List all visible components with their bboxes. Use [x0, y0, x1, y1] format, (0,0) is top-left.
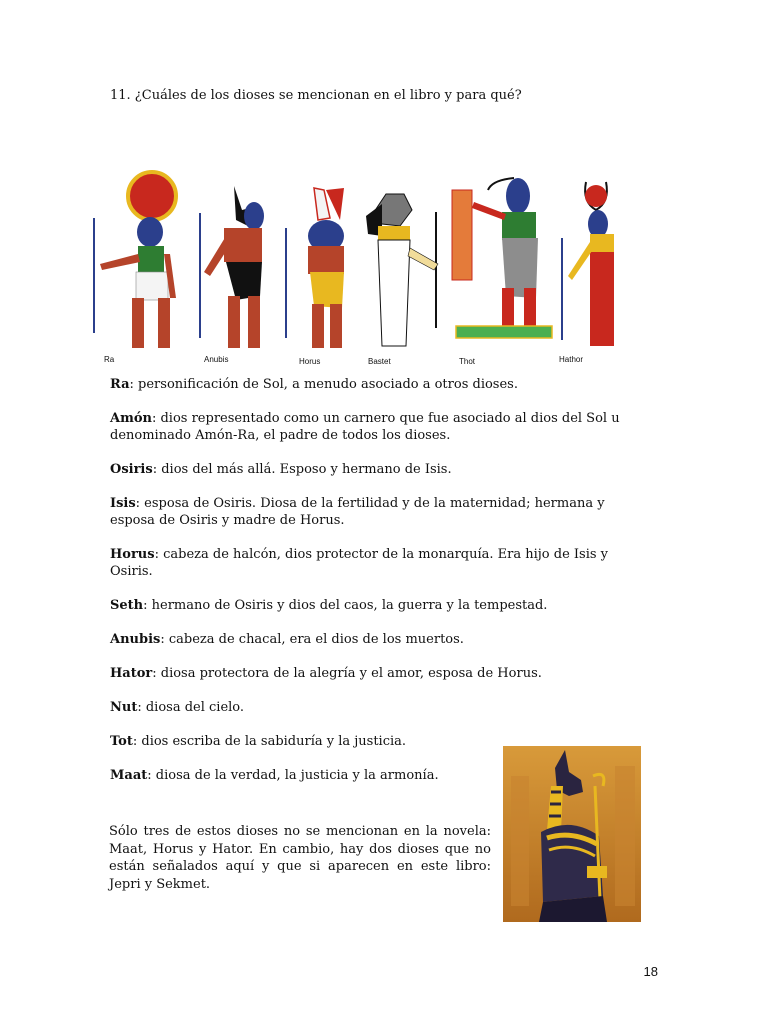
term: Tot [110, 734, 133, 749]
description: : diosa del cielo. [137, 700, 245, 715]
term: Anubis [110, 632, 161, 647]
description: : dios escriba de la sabiduría y la justicia. [132, 734, 407, 749]
hathor-label: Hathor [559, 355, 584, 364]
definition-hator [110, 665, 650, 682]
ra-label: Ra [104, 355, 115, 364]
bastet-label: Bastet [368, 357, 391, 366]
description: : dios del más allá. Esposo y hermano de Isis. [152, 462, 452, 477]
definition-anubis [110, 631, 650, 648]
term: Hator [110, 666, 153, 681]
anubis-artwork [503, 746, 641, 922]
description: : personificación de Sol, a menudo asociado a otros dioses. [129, 377, 518, 392]
description: : dios representado como un carnero que fue asociado al dios del Sol u denominado Amón-Ra, el padre de todos los dioses. [110, 411, 620, 443]
definition-ra [110, 376, 650, 393]
term: Isis [110, 496, 136, 511]
term: Osiris [110, 462, 153, 477]
definition-seth [110, 597, 650, 614]
thot-figure [452, 178, 552, 338]
description: : esposa de Osiris. Diosa de la fertilidad y de la maternidad; hermana y esposa de Osiris y madre de Horus. [110, 496, 605, 528]
closing-paragraph: Sólo tres de estos dioses no se mencionan en la novela: Maat, Horus y Hator. En cambio, hay dos dioses que no están señalados aquí y que si aparecen en este libro: Jepri y Sekmet. [109, 824, 491, 892]
description: : hermano de Osiris y dios del caos, la guerra y la tempestad. [143, 598, 548, 613]
definition-amon [110, 410, 650, 444]
term: Ra [110, 377, 130, 392]
term: Nut [110, 700, 138, 715]
definition-horus [110, 546, 650, 580]
term: Horus [110, 547, 155, 562]
anubis-figure [200, 186, 264, 348]
definition-osiris [110, 461, 650, 478]
definitions-list [110, 376, 650, 801]
bastet-figure [366, 194, 438, 346]
term: Maat [110, 768, 148, 783]
definition-nut [110, 699, 650, 716]
question-heading: 11. ¿Cuáles de los dioses se mencionan en el libro y para qué? [110, 88, 522, 103]
horus-label: Horus [299, 357, 321, 366]
horus-figure [286, 188, 344, 348]
egyptian-gods-illustration [86, 168, 636, 368]
definition-isis [110, 495, 650, 529]
description: : cabeza de chacal, era el dios de los muertos. [160, 632, 464, 647]
term: Seth [110, 598, 144, 613]
hathor-figure [562, 182, 614, 346]
page-number: 18 [643, 964, 658, 979]
description: : cabeza de halcón, dios protector de la monarquía. Era hijo de Isis y Osiris. [110, 547, 609, 579]
description: : diosa de la verdad, la justicia y la armonía. [147, 768, 439, 783]
thot-label: Thot [459, 357, 476, 366]
anubis-label: Anubis [204, 355, 229, 364]
term: Amón [110, 411, 152, 426]
ra-figure [94, 172, 176, 348]
description: : diosa protectora de la alegría y el amor, esposa de Horus. [152, 666, 542, 681]
